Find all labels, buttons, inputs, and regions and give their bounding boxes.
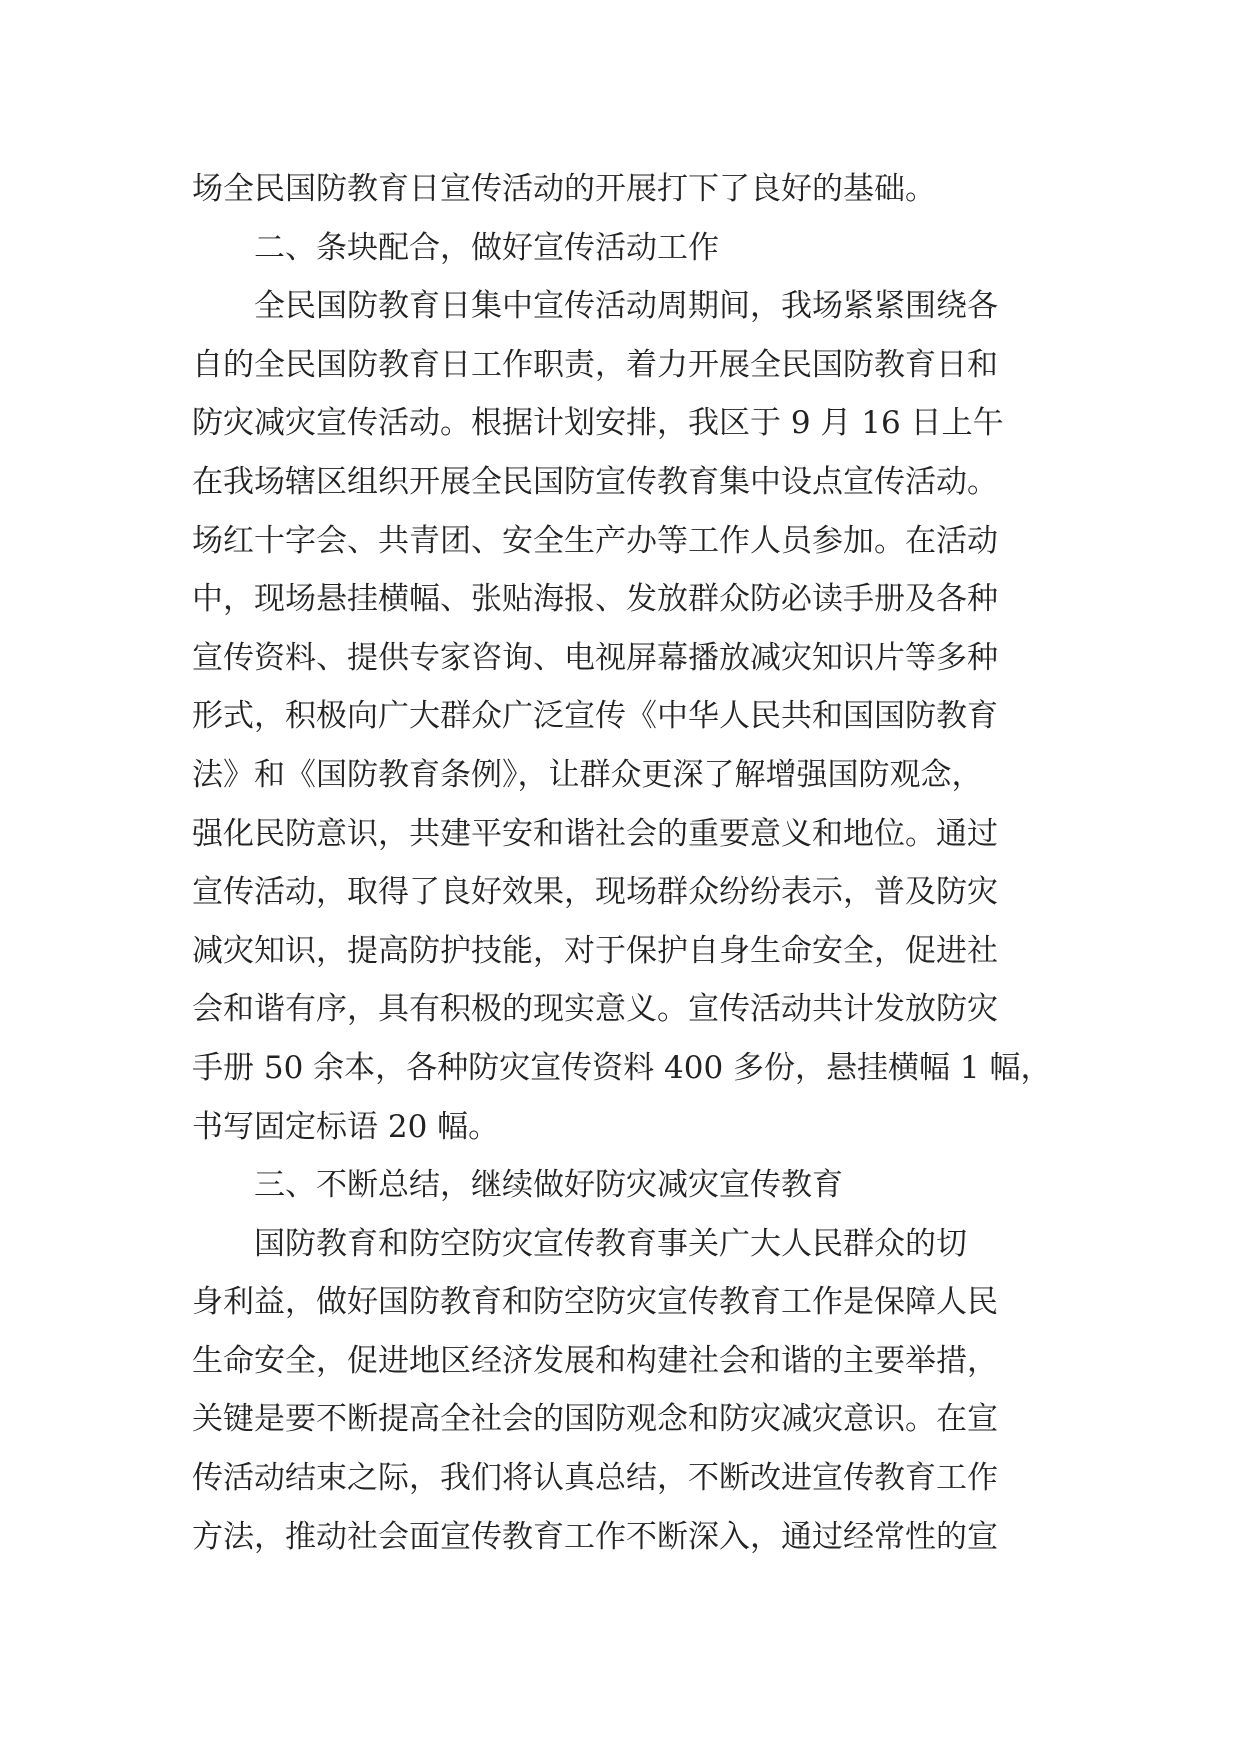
text-line: 中，现场悬挂横幅、张贴海报、发放群众防必读手册及各种 (192, 581, 998, 618)
text-line: 场红十字会、共青团、安全生产办等工作人员参加。在活动 (192, 522, 998, 559)
text-line: 方法，推动社会面宣传教育工作不断深入，通过经常性的宣 (192, 1518, 998, 1555)
text-line: 关键是要不断提高全社会的国防观念和防灾减灾意识。在宣 (192, 1401, 998, 1438)
text-line: 强化民防意识，共建平安和谐社会的重要意义和地位。通过 (192, 815, 998, 852)
paragraph-first-line: 三、不断总结，继续做好防灾减灾宣传教育 (254, 1167, 843, 1204)
text-line: 场全民国防教育日宣传活动的开展打下了良好的基础。 (192, 171, 936, 207)
text-line: 在我场辖区组织开展全民国防宣传教育集中设点宣传活动。 (192, 463, 998, 500)
text-line: 生命安全，促进地区经济发展和构建社会和谐的主要举措， (192, 1342, 998, 1379)
paragraph-first-line: 二、条块配合，做好宣传活动工作 (254, 229, 719, 266)
text-line: 书写固定标语 20 幅。 (192, 1108, 500, 1145)
text-line: 减灾知识，提高防护技能，对于保护自身生命安全，促进社 (192, 932, 998, 969)
text-line: 会和谐有序，具有积极的现实意义。宣传活动共计发放防灾 (192, 991, 998, 1028)
text-line: 自的全民国防教育日工作职责，着力开展全民国防教育日和 (192, 346, 998, 383)
text-line: 传活动结束之际，我们将认真总结，不断改进宣传教育工作 (192, 1460, 998, 1497)
document-body (192, 160, 1052, 1566)
paragraph-first-line: 全民国防教育日集中宣传活动周期间，我场紧紧围绕各 (254, 288, 998, 325)
text-line: 身利益，做好国防教育和防空防灾宣传教育工作是保障人民 (192, 1284, 998, 1321)
text-line: 手册 50 余本，各种防灾宣传资料 400 多份，悬挂横幅 1 幅， (192, 1049, 1052, 1086)
text-line: 法》和《国防教育条例》，让群众更深了解增强国防观念， (192, 756, 983, 793)
text-line: 防灾减灾宣传活动。根据计划安排，我区于 9 月 16 日上午 (192, 405, 1004, 442)
text-line: 宣传活动，取得了良好效果，现场群众纷纷表示，普及防灾 (192, 874, 998, 911)
text-line: 形式，积极向广大群众广泛宣传《中华人民共和国国防教育 (192, 698, 998, 735)
text-line: 宣传资料、提供专家咨询、电视屏幕播放减灾知识片等多种 (192, 639, 998, 676)
paragraph-first-line: 国防教育和防空防灾宣传教育事关广大人民群众的切 (254, 1225, 967, 1262)
